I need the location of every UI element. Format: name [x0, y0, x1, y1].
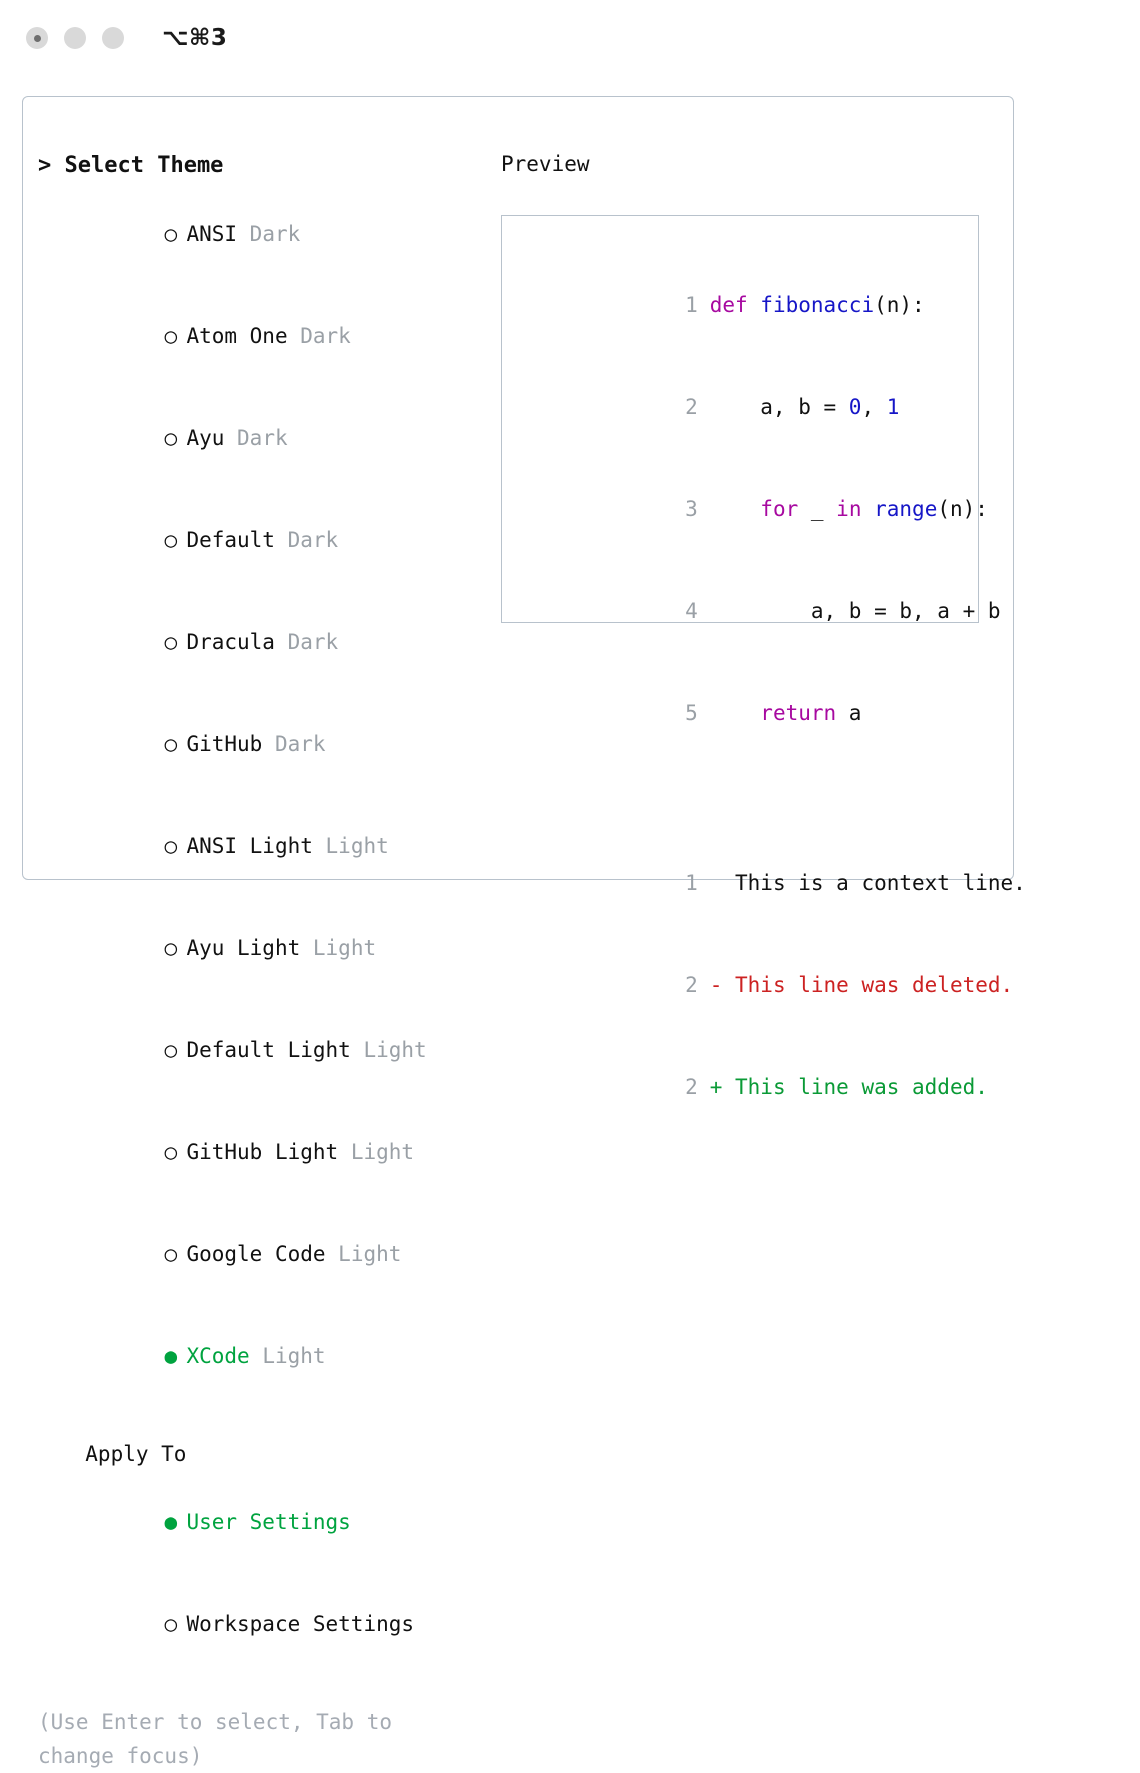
theme-name: Default Light [186, 1038, 351, 1062]
code-token [861, 497, 874, 521]
window-dot-3-icon[interactable] [102, 27, 124, 49]
code-token: fibonacci [760, 293, 875, 317]
radio-icon: ○ [164, 732, 178, 756]
code-token: (n): [874, 293, 925, 317]
theme-option-xcode[interactable] [38, 1305, 478, 1407]
apply-to-workspace-settings[interactable] [38, 1573, 478, 1675]
diff-line-context [520, 832, 1026, 934]
preview-title: Preview [501, 152, 590, 176]
line-number: 2 [685, 1075, 698, 1099]
theme-option-default[interactable] [38, 489, 478, 591]
diff-text: This line was added. [735, 1075, 988, 1099]
code-token [710, 497, 761, 521]
line-number: 1 [685, 293, 698, 317]
theme-name: ANSI [186, 222, 238, 246]
title-bar [0, 0, 1140, 76]
diff-line-added [520, 1036, 988, 1138]
code-token: for [760, 497, 799, 521]
radio-icon: ○ [164, 528, 178, 552]
line-number: 3 [685, 497, 698, 521]
code-line [520, 662, 978, 764]
select-theme-heading: > Select Theme [38, 153, 224, 178]
code-line [520, 560, 1001, 662]
diff-line-deleted [520, 934, 1014, 1036]
theme-variant: Dark [287, 528, 339, 552]
code-token: , [861, 395, 887, 419]
line-number: 2 [685, 395, 698, 419]
preview-code-box [501, 215, 1026, 1099]
code-line [520, 356, 978, 458]
code-token: a, b = [709, 395, 849, 419]
theme-option-atom-one[interactable] [38, 285, 478, 387]
code-token: a [836, 701, 862, 725]
theme-option-github[interactable] [38, 693, 478, 795]
code-blank-line [520, 798, 978, 832]
theme-variant: Dark [237, 426, 288, 450]
spacer [38, 1407, 478, 1437]
code-token: _ [798, 497, 837, 521]
theme-picker [38, 149, 478, 1773]
apply-to-label: Apply To [60, 1442, 187, 1466]
theme-variant: Light [262, 1344, 326, 1368]
theme-name: Ayu [186, 426, 225, 450]
diff-text: This line was deleted. [735, 973, 1014, 997]
theme-name: GitHub Light [186, 1140, 339, 1164]
code-line [520, 254, 978, 356]
theme-option-dracula[interactable] [38, 591, 478, 693]
code-token [710, 701, 761, 725]
theme-name: Google Code [186, 1242, 326, 1266]
code-token: 0 [848, 395, 862, 419]
code-blank-line [520, 764, 978, 798]
radio-icon: ○ [164, 426, 178, 450]
theme-variant: Light [338, 1242, 402, 1266]
theme-variant: Light [363, 1038, 427, 1062]
theme-name: ANSI Light [186, 834, 313, 858]
apply-to-name: Workspace Settings [186, 1612, 415, 1636]
radio-icon: ○ [164, 936, 178, 960]
apply-to-user-settings[interactable] [38, 1471, 478, 1573]
theme-variant: Dark [274, 732, 326, 756]
theme-variant: Dark [300, 324, 351, 348]
theme-name: Ayu Light [186, 936, 301, 960]
theme-name: Dracula [186, 630, 275, 654]
diff-marker [710, 871, 735, 895]
theme-variant: Dark [249, 222, 301, 246]
window-dot-1-icon[interactable] [26, 27, 48, 49]
theme-option-default-light[interactable] [38, 999, 478, 1101]
theme-name: Default [186, 528, 275, 552]
code-token: return [760, 701, 837, 725]
diff-marker: + [709, 1075, 736, 1099]
theme-variant: Light [325, 834, 389, 858]
line-number: 4 [685, 599, 698, 623]
theme-option-ayu-light[interactable] [38, 897, 478, 999]
theme-name: XCode [186, 1344, 250, 1368]
code-token: range [874, 497, 938, 521]
radio-icon: ○ [164, 1242, 178, 1266]
theme-option-github-light[interactable] [38, 1101, 478, 1203]
code-token: in [836, 497, 862, 521]
theme-variant: Light [350, 1140, 415, 1164]
preview-pane [501, 149, 1026, 1099]
theme-name: Atom One [186, 324, 288, 348]
code-token: a, b = b, a + b [709, 599, 1001, 623]
theme-option-ansi[interactable] [38, 183, 478, 285]
apply-to-name: User Settings [186, 1510, 351, 1534]
diff-text: This is a context line. [735, 871, 1026, 895]
code-token: (n): [937, 497, 988, 521]
radio-icon: ○ [164, 1140, 178, 1164]
line-number: 2 [685, 973, 698, 997]
radio-selected-icon: ● [164, 1510, 178, 1534]
diff-marker: - [709, 973, 736, 997]
radio-icon: ○ [164, 1612, 178, 1636]
line-number: 5 [685, 701, 698, 725]
theme-name: GitHub [186, 732, 263, 756]
theme-option-ayu[interactable] [38, 387, 478, 489]
radio-icon: ○ [164, 630, 178, 654]
line-number: 1 [685, 871, 698, 895]
radio-selected-icon: ● [164, 1344, 178, 1368]
code-line [520, 458, 988, 560]
code-token: def [709, 293, 761, 317]
radio-icon: ○ [164, 1038, 178, 1062]
code-token: 1 [886, 395, 900, 419]
window-controls[interactable] [26, 27, 124, 49]
theme-variant: Light [312, 936, 377, 960]
theme-variant: Dark [287, 630, 339, 654]
keyboard-hint: (Use Enter to select, Tab to change focus) [38, 1710, 405, 1768]
radio-icon: ○ [164, 324, 178, 348]
radio-icon: ○ [164, 222, 178, 246]
window-dot-2-icon[interactable] [64, 27, 86, 49]
radio-icon: ○ [164, 834, 178, 858]
theme-option-ansi-light[interactable] [38, 795, 478, 897]
keyboard-shortcut-label: ⌥⌘3 [162, 25, 228, 51]
theme-option-google-code[interactable] [38, 1203, 478, 1305]
terminal-panel [22, 96, 1026, 1768]
